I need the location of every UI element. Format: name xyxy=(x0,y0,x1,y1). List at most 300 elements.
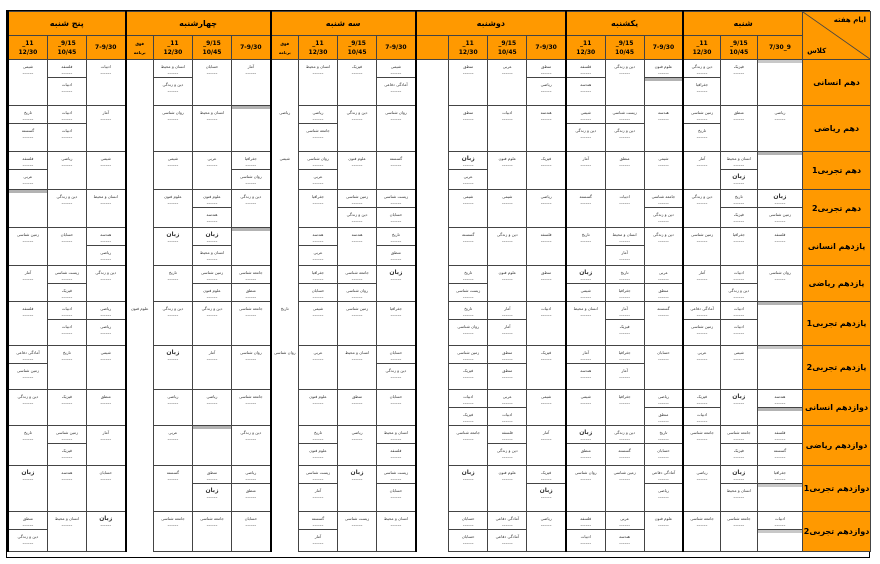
lesson-cell[interactable] xyxy=(488,60,527,106)
teacher-placeholder: ------ xyxy=(696,523,708,529)
lesson-cell[interactable] xyxy=(153,152,192,190)
lesson-cell[interactable] xyxy=(527,106,566,152)
lesson-cell[interactable] xyxy=(192,426,231,466)
lesson-cell[interactable] xyxy=(527,228,566,266)
lesson-cell[interactable] xyxy=(47,60,86,106)
lesson-cell[interactable] xyxy=(527,466,566,512)
lesson-cell[interactable] xyxy=(377,106,416,152)
lesson-cell[interactable] xyxy=(298,60,337,106)
lesson-cell[interactable] xyxy=(377,190,416,228)
lesson-cell[interactable] xyxy=(86,60,125,106)
lesson-cell[interactable] xyxy=(449,426,488,466)
lesson-cell[interactable] xyxy=(527,512,566,552)
lesson-cell[interactable] xyxy=(527,302,566,346)
subject-name: زبان xyxy=(732,173,746,180)
lesson-cell[interactable] xyxy=(126,426,154,466)
lesson-entry xyxy=(488,106,526,123)
lesson-cell[interactable] xyxy=(271,60,299,106)
lesson-cell[interactable] xyxy=(47,302,86,346)
lesson-cell[interactable] xyxy=(338,426,377,466)
lesson-cell[interactable] xyxy=(527,152,566,190)
lesson-cell[interactable] xyxy=(338,390,377,426)
lesson-cell[interactable] xyxy=(47,346,86,390)
lesson-cell[interactable] xyxy=(126,228,154,266)
lesson-entry xyxy=(684,408,720,425)
subject-name: هندسه xyxy=(580,368,592,373)
lesson-cell[interactable] xyxy=(605,106,644,152)
lesson-cell[interactable] xyxy=(271,466,299,512)
lesson-cell[interactable] xyxy=(605,390,644,426)
lesson-cell[interactable] xyxy=(271,190,299,228)
lesson-cell[interactable] xyxy=(449,228,488,266)
subject-name: زیست شناسی xyxy=(456,288,481,293)
lesson-cell[interactable] xyxy=(416,426,449,466)
lesson-cell[interactable] xyxy=(271,106,299,152)
lesson-cell[interactable] xyxy=(644,346,683,390)
lesson-cell[interactable] xyxy=(47,228,86,266)
lesson-entry xyxy=(645,208,683,225)
lesson-cell[interactable] xyxy=(644,426,683,466)
teacher-placeholder: ------ xyxy=(245,277,257,283)
lesson-cell[interactable] xyxy=(377,60,416,106)
subject-name: روان شناسی xyxy=(162,110,184,115)
lesson-cell[interactable] xyxy=(527,346,566,390)
lesson-cell[interactable] xyxy=(683,228,720,266)
lesson-cell[interactable] xyxy=(192,228,231,266)
lesson-cell[interactable] xyxy=(683,60,720,106)
teacher-placeholder: ------ xyxy=(22,541,34,547)
lesson-cell[interactable] xyxy=(527,60,566,106)
lesson-cell[interactable] xyxy=(338,228,377,266)
lesson-cell[interactable] xyxy=(47,266,86,302)
lesson-cell[interactable] xyxy=(644,390,683,426)
lesson-cell[interactable] xyxy=(720,346,757,390)
lesson-cell[interactable] xyxy=(126,106,154,152)
lesson-cell[interactable] xyxy=(449,266,488,302)
subject-name: زمین شناسی xyxy=(346,306,369,311)
lesson-cell[interactable] xyxy=(683,106,720,152)
lesson-entry xyxy=(193,484,231,501)
lesson-cell[interactable] xyxy=(126,152,154,190)
lesson-cell[interactable] xyxy=(298,426,337,466)
lesson-cell[interactable] xyxy=(566,266,605,302)
lesson-cell[interactable] xyxy=(488,152,527,190)
lesson-cell[interactable] xyxy=(338,466,377,512)
lesson-cell[interactable] xyxy=(605,152,644,190)
lesson-cell[interactable] xyxy=(644,106,683,152)
lesson-cell[interactable] xyxy=(271,152,299,190)
subject-name: زمین شناسی xyxy=(690,232,714,237)
lesson-cell[interactable] xyxy=(757,266,802,302)
lesson-cell[interactable] xyxy=(720,426,757,466)
lesson-cell[interactable] xyxy=(449,390,488,426)
lesson-cell[interactable] xyxy=(153,390,192,426)
lesson-cell[interactable] xyxy=(488,466,527,512)
lesson-cell[interactable] xyxy=(86,346,125,390)
lesson-entry xyxy=(449,190,487,207)
lesson-cell[interactable] xyxy=(86,152,125,190)
lesson-cell[interactable] xyxy=(192,266,231,302)
lesson-cell[interactable] xyxy=(298,466,337,512)
slot-header xyxy=(153,36,192,60)
lesson-cell[interactable] xyxy=(683,426,720,466)
lesson-cell[interactable] xyxy=(416,466,449,512)
lesson-cell[interactable] xyxy=(566,106,605,152)
lesson-cell[interactable] xyxy=(298,106,337,152)
lesson-cell[interactable] xyxy=(377,512,416,552)
lesson-cell[interactable] xyxy=(86,302,125,346)
lesson-cell[interactable] xyxy=(298,390,337,426)
teacher-placeholder: ------ xyxy=(733,277,745,283)
lesson-cell[interactable] xyxy=(377,466,416,512)
lesson-cell[interactable] xyxy=(86,190,125,228)
lesson-cell[interactable] xyxy=(644,152,683,190)
lesson-cell[interactable] xyxy=(8,106,47,152)
lesson-entry xyxy=(377,364,415,381)
lesson-cell[interactable] xyxy=(232,466,271,512)
lesson-cell[interactable] xyxy=(566,302,605,346)
teacher-placeholder: ------ xyxy=(22,357,34,363)
lesson-cell[interactable] xyxy=(757,60,802,106)
lesson-cell[interactable] xyxy=(232,426,271,466)
lesson-cell[interactable] xyxy=(720,390,757,426)
lesson-cell[interactable] xyxy=(153,106,192,152)
lesson-cell[interactable] xyxy=(192,466,231,512)
subject-name: شیمی xyxy=(463,194,474,199)
lesson-cell[interactable] xyxy=(232,60,271,106)
lesson-cell[interactable] xyxy=(416,228,449,266)
lesson-cell[interactable] xyxy=(720,190,757,228)
lesson-cell[interactable] xyxy=(8,512,47,552)
lesson-cell[interactable] xyxy=(605,228,644,266)
teacher-placeholder: ------ xyxy=(733,201,745,207)
subject-name: تاریخ xyxy=(659,430,668,435)
lesson-cell[interactable] xyxy=(683,512,720,552)
lesson-cell[interactable] xyxy=(47,190,86,228)
lesson-cell[interactable] xyxy=(47,390,86,426)
lesson-cell[interactable] xyxy=(298,346,337,390)
lesson-cell[interactable] xyxy=(126,466,154,512)
lesson-cell[interactable] xyxy=(527,390,566,426)
lesson-cell[interactable] xyxy=(566,228,605,266)
lesson-cell[interactable] xyxy=(232,190,271,228)
lesson-cell[interactable] xyxy=(449,466,488,512)
lesson-cell[interactable] xyxy=(153,466,192,512)
lesson-cell[interactable] xyxy=(192,152,231,190)
lesson-cell[interactable] xyxy=(757,190,802,228)
lesson-cell[interactable] xyxy=(527,190,566,228)
lesson-cell[interactable] xyxy=(683,346,720,390)
lesson-cell[interactable] xyxy=(86,228,125,266)
lesson-cell[interactable] xyxy=(566,190,605,228)
lesson-cell[interactable] xyxy=(298,266,337,302)
lesson-cell[interactable] xyxy=(47,152,86,190)
lesson-cell[interactable] xyxy=(416,346,449,390)
lesson-cell[interactable] xyxy=(566,426,605,466)
lesson-cell[interactable] xyxy=(86,390,125,426)
teacher-placeholder: ------ xyxy=(658,477,669,483)
lesson-cell[interactable] xyxy=(47,106,86,152)
lesson-cell[interactable] xyxy=(153,512,192,552)
lesson-cell[interactable] xyxy=(683,466,720,512)
lesson-entry xyxy=(338,512,376,529)
lesson-cell[interactable] xyxy=(416,302,449,346)
lesson-cell[interactable] xyxy=(527,266,566,302)
lesson-cell[interactable] xyxy=(338,346,377,390)
lesson-cell[interactable] xyxy=(232,512,271,552)
lesson-cell[interactable] xyxy=(488,190,527,228)
lesson-cell[interactable] xyxy=(126,390,154,426)
lesson-cell[interactable] xyxy=(8,426,47,466)
subject-name: آمار xyxy=(504,306,511,311)
lesson-cell[interactable] xyxy=(757,228,802,266)
lesson-cell[interactable] xyxy=(153,190,192,228)
lesson-cell[interactable] xyxy=(8,266,47,302)
lesson-cell[interactable] xyxy=(683,390,720,426)
lesson-cell[interactable] xyxy=(757,302,802,346)
lesson-cell[interactable] xyxy=(232,228,271,266)
lesson-cell[interactable] xyxy=(192,302,231,346)
lesson-cell[interactable] xyxy=(298,190,337,228)
lesson-cell[interactable] xyxy=(271,228,299,266)
lesson-entry xyxy=(87,152,125,169)
lesson-cell[interactable] xyxy=(757,466,802,512)
lesson-cell[interactable] xyxy=(338,512,377,552)
lesson-cell[interactable] xyxy=(566,152,605,190)
lesson-cell[interactable] xyxy=(338,266,377,302)
lesson-cell[interactable] xyxy=(416,152,449,190)
lesson-cell[interactable] xyxy=(8,60,47,106)
lesson-cell[interactable] xyxy=(488,512,527,552)
lesson-cell[interactable] xyxy=(757,390,802,426)
lesson-cell[interactable] xyxy=(605,466,644,512)
lesson-cell[interactable] xyxy=(377,266,416,302)
lesson-cell[interactable] xyxy=(338,60,377,106)
lesson-cell[interactable] xyxy=(377,302,416,346)
subject-name: منطق xyxy=(502,368,513,373)
lesson-cell[interactable] xyxy=(192,512,231,552)
lesson-cell[interactable] xyxy=(720,106,757,152)
lesson-cell[interactable] xyxy=(271,302,299,346)
lesson-cell[interactable] xyxy=(8,228,47,266)
lesson-cell[interactable] xyxy=(757,426,802,466)
lesson-cell[interactable] xyxy=(86,106,125,152)
lesson-cell[interactable] xyxy=(449,106,488,152)
lesson-cell[interactable] xyxy=(566,60,605,106)
lesson-cell[interactable] xyxy=(232,390,271,426)
lesson-cell[interactable] xyxy=(683,266,720,302)
lesson-cell[interactable] xyxy=(86,512,125,552)
lesson-cell[interactable] xyxy=(683,302,720,346)
lesson-cell[interactable] xyxy=(47,512,86,552)
lesson-cell[interactable] xyxy=(377,390,416,426)
lesson-cell[interactable] xyxy=(416,106,449,152)
lesson-cell[interactable] xyxy=(232,152,271,190)
lesson-cell[interactable] xyxy=(605,302,644,346)
lesson-cell[interactable] xyxy=(720,228,757,266)
lesson-entry xyxy=(154,190,192,207)
lesson-cell[interactable] xyxy=(153,426,192,466)
lesson-cell[interactable] xyxy=(192,390,231,426)
lesson-entry xyxy=(154,466,192,483)
lesson-cell[interactable] xyxy=(449,152,488,190)
lesson-cell[interactable] xyxy=(298,228,337,266)
slot-time-end: 10/45 xyxy=(347,48,367,56)
lesson-cell[interactable] xyxy=(8,346,47,390)
lesson-cell[interactable] xyxy=(449,302,488,346)
teacher-placeholder: ------ xyxy=(619,477,630,483)
lesson-cell[interactable] xyxy=(86,426,125,466)
lesson-cell[interactable] xyxy=(86,466,125,512)
lesson-cell[interactable] xyxy=(488,266,527,302)
subject-name: عربی xyxy=(502,64,512,69)
lesson-cell[interactable] xyxy=(153,228,192,266)
subject-name: آمار xyxy=(582,156,589,161)
lesson-cell[interactable] xyxy=(153,302,192,346)
lesson-cell[interactable] xyxy=(416,512,449,552)
lesson-cell[interactable] xyxy=(605,426,644,466)
teacher-placeholder: ------ xyxy=(580,117,592,123)
lesson-cell[interactable] xyxy=(271,426,299,466)
lesson-cell[interactable] xyxy=(192,60,231,106)
lesson-cell[interactable] xyxy=(720,466,757,512)
lesson-cell[interactable] xyxy=(757,512,802,552)
lesson-cell[interactable] xyxy=(416,60,449,106)
lesson-cell[interactable] xyxy=(416,190,449,228)
lesson-cell[interactable] xyxy=(720,266,757,302)
lesson-cell[interactable] xyxy=(605,346,644,390)
lesson-cell[interactable] xyxy=(86,266,125,302)
lesson-cell[interactable] xyxy=(449,512,488,552)
lesson-cell[interactable] xyxy=(566,346,605,390)
lesson-cell[interactable] xyxy=(338,302,377,346)
lesson-cell[interactable] xyxy=(232,302,271,346)
teacher-placeholder: ------ xyxy=(61,163,73,169)
lesson-cell[interactable] xyxy=(683,152,720,190)
lesson-cell[interactable] xyxy=(8,466,47,512)
lesson-cell[interactable] xyxy=(47,426,86,466)
lesson-cell[interactable] xyxy=(644,60,683,106)
lesson-cell[interactable] xyxy=(192,106,231,152)
lesson-cell[interactable] xyxy=(566,466,605,512)
lesson-cell[interactable] xyxy=(126,60,154,106)
teacher-placeholder: ------ xyxy=(619,117,630,123)
lesson-cell[interactable] xyxy=(298,512,337,552)
lesson-cell[interactable] xyxy=(192,346,231,390)
lesson-cell[interactable] xyxy=(232,346,271,390)
subject-name: فیزیک xyxy=(61,448,72,453)
lesson-cell[interactable] xyxy=(527,426,566,466)
lesson-cell[interactable] xyxy=(720,152,757,190)
lesson-cell[interactable] xyxy=(47,466,86,512)
lesson-cell[interactable] xyxy=(605,266,644,302)
lesson-cell[interactable] xyxy=(720,512,757,552)
lesson-cell[interactable] xyxy=(683,190,720,228)
lesson-cell[interactable] xyxy=(488,426,527,466)
lesson-cell[interactable] xyxy=(338,190,377,228)
lesson-cell[interactable] xyxy=(377,228,416,266)
lesson-cell[interactable] xyxy=(377,346,416,390)
lesson-cell[interactable] xyxy=(271,346,299,390)
teacher-placeholder: ------ xyxy=(61,89,73,95)
lesson-cell[interactable] xyxy=(757,152,802,190)
lesson-cell[interactable] xyxy=(377,152,416,190)
lesson-cell[interactable] xyxy=(449,346,488,390)
lesson-cell[interactable] xyxy=(8,152,47,190)
lesson-cell[interactable] xyxy=(757,346,802,390)
lesson-cell[interactable] xyxy=(126,302,154,346)
lesson-cell[interactable] xyxy=(720,60,757,106)
lesson-cell[interactable] xyxy=(605,60,644,106)
lesson-cell[interactable] xyxy=(416,390,449,426)
lesson-cell[interactable] xyxy=(8,190,47,228)
lesson-cell[interactable] xyxy=(488,228,527,266)
lesson-entry xyxy=(488,444,526,461)
lesson-cell[interactable] xyxy=(605,512,644,552)
lesson-cell[interactable] xyxy=(757,106,802,152)
lesson-cell[interactable] xyxy=(232,106,271,152)
lesson-cell[interactable] xyxy=(449,60,488,106)
lesson-cell[interactable] xyxy=(271,390,299,426)
lesson-cell[interactable] xyxy=(192,190,231,228)
lesson-cell[interactable] xyxy=(338,152,377,190)
lesson-cell[interactable] xyxy=(338,106,377,152)
lesson-cell[interactable] xyxy=(644,228,683,266)
lesson-cell[interactable] xyxy=(488,302,527,346)
subject-name: ریاضی xyxy=(540,82,552,87)
subject-name: عربی xyxy=(463,174,473,179)
lesson-cell[interactable] xyxy=(232,266,271,302)
lesson-cell[interactable] xyxy=(377,426,416,466)
lesson-cell[interactable] xyxy=(153,60,192,106)
lesson-cell[interactable] xyxy=(720,302,757,346)
lesson-cell[interactable] xyxy=(644,512,683,552)
lesson-cell[interactable] xyxy=(126,512,154,552)
teacher-placeholder: ------ xyxy=(22,163,34,169)
lesson-entry xyxy=(338,466,376,483)
lesson-cell[interactable] xyxy=(126,190,154,228)
lesson-cell[interactable] xyxy=(488,106,527,152)
lesson-cell[interactable] xyxy=(644,266,683,302)
lesson-cell[interactable] xyxy=(488,390,527,426)
lesson-cell[interactable] xyxy=(416,266,449,302)
lesson-cell[interactable] xyxy=(449,190,488,228)
lesson-cell[interactable] xyxy=(605,190,644,228)
lesson-cell[interactable] xyxy=(126,346,154,390)
lesson-cell[interactable] xyxy=(271,266,299,302)
slot-header xyxy=(644,36,683,60)
lesson-cell[interactable] xyxy=(8,302,47,346)
lesson-cell[interactable] xyxy=(488,346,527,390)
lesson-cell[interactable] xyxy=(644,466,683,512)
lesson-cell[interactable] xyxy=(644,302,683,346)
lesson-cell[interactable] xyxy=(566,512,605,552)
lesson-cell[interactable] xyxy=(126,266,154,302)
teacher-placeholder: ------ xyxy=(619,163,630,169)
lesson-cell[interactable] xyxy=(8,390,47,426)
lesson-cell[interactable] xyxy=(298,152,337,190)
teacher-placeholder: ------ xyxy=(501,117,513,123)
teacher-placeholder: ------ xyxy=(206,163,218,169)
lesson-entry xyxy=(377,466,415,484)
lesson-cell[interactable] xyxy=(271,512,299,552)
lesson-cell[interactable] xyxy=(153,266,192,302)
lesson-cell[interactable] xyxy=(298,302,337,346)
lesson-cell[interactable] xyxy=(644,190,683,228)
lesson-cell[interactable] xyxy=(566,390,605,426)
lesson-cell[interactable] xyxy=(153,346,192,390)
lesson-entry xyxy=(9,302,47,319)
